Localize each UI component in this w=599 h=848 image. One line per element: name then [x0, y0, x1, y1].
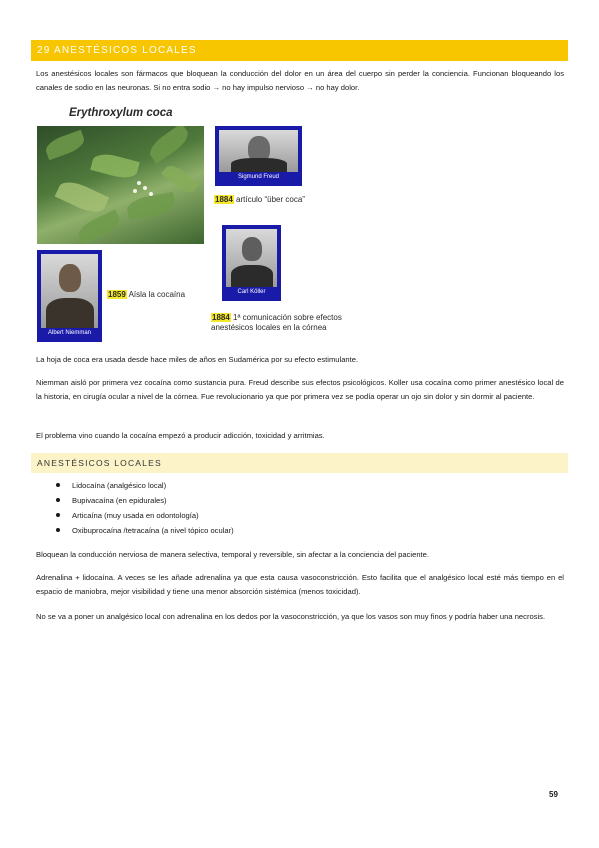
paragraph-coca-history: La hoja de coca era usada desde hace miles de años en Sudamérica por su efecto estimulante.: [36, 355, 359, 364]
koller-portrait: [222, 225, 281, 301]
paragraph-problem: El problema vino cuando la cocaína empezó a producir adicción, toxicidad y arritmias.: [36, 431, 325, 440]
paragraph-adrenaline: Adrenalina + lidocaína. A veces se les añade adrenalina ya que esta causa vasoconstricción. Esto facilita que el analgésico local esté más tiempo en el espacio de maniobra, mejor visibilidad y tiene una menor absorción sistémica (menos toxicidad).: [36, 573, 564, 596]
koller-label-text-2: anestésicos locales en la córnea: [211, 323, 327, 332]
list-item: Lidocaína (analgésico local): [56, 478, 234, 493]
paragraph-mechanism: Bloquean la conducción nerviosa de manera selectiva, temporal y reversible, sin afectar a la conciencia del paciente.: [36, 550, 429, 559]
koller-caption: Carl Köller: [237, 289, 266, 295]
freud-year: 1884: [215, 195, 233, 204]
section-title: 29 ANESTÉSICOS LOCALES: [31, 40, 568, 61]
koller-label: [211, 313, 342, 333]
niemman-label-text: Aísla la cocaína: [126, 290, 186, 299]
subsection-title: ANESTÉSICOS LOCALES: [31, 453, 568, 473]
freud-caption: Sigmund Freud: [237, 174, 280, 180]
koller-year: 1884: [212, 313, 230, 322]
paragraph-pioneers: Niemman aisló por primera vez cocaína como sustancia pura. Freud describe sus efectos psicológicos. Koller usa cocaína como primer anestésico local de la historia, en cirugía ocular a nivel de la córnea. Fue revolucionario ya que por primera vez se podía operar un ojo sin dolor y sin dormir al paciente.: [36, 378, 564, 401]
niemman-portrait: [37, 250, 102, 342]
niemman-label: [107, 290, 185, 300]
niemman-year: 1859: [108, 290, 126, 299]
list-item: Bupivacaína (en epidurales): [56, 493, 234, 508]
freud-portrait: [215, 126, 302, 186]
coca-plant-image: [37, 126, 204, 244]
niemman-caption: Albert Niemman: [47, 330, 91, 336]
koller-label-text: 1ª comunicación sobre efectos: [230, 313, 342, 322]
intro-paragraph: Los anestésicos locales son fármacos que bloquean la conducción del dolor en un área del cuerpo sin perder la conciencia. Funcionan bloqueando los canales de sodio en las neuronas. Si no entra sodio → no hay impulso nervioso → no hay dolor.: [36, 69, 564, 92]
figure-title: Erythroxylum coca: [69, 107, 173, 119]
list-item: Articaína (muy usada en odontología): [56, 508, 234, 523]
page-number: 59: [549, 790, 558, 799]
anesthetics-list: [56, 478, 234, 538]
freud-label-text: artículo “über coca”: [233, 195, 305, 204]
list-item: Oxibuprocaína /tetracaína (a nivel tópico ocular): [56, 523, 234, 538]
paragraph-warning: No se va a poner un analgésico local con adrenalina en los dedos por la vasoconstricción, ya que los vasos son muy finos y podría haber una necrosis.: [36, 612, 546, 621]
freud-label: [214, 195, 305, 205]
